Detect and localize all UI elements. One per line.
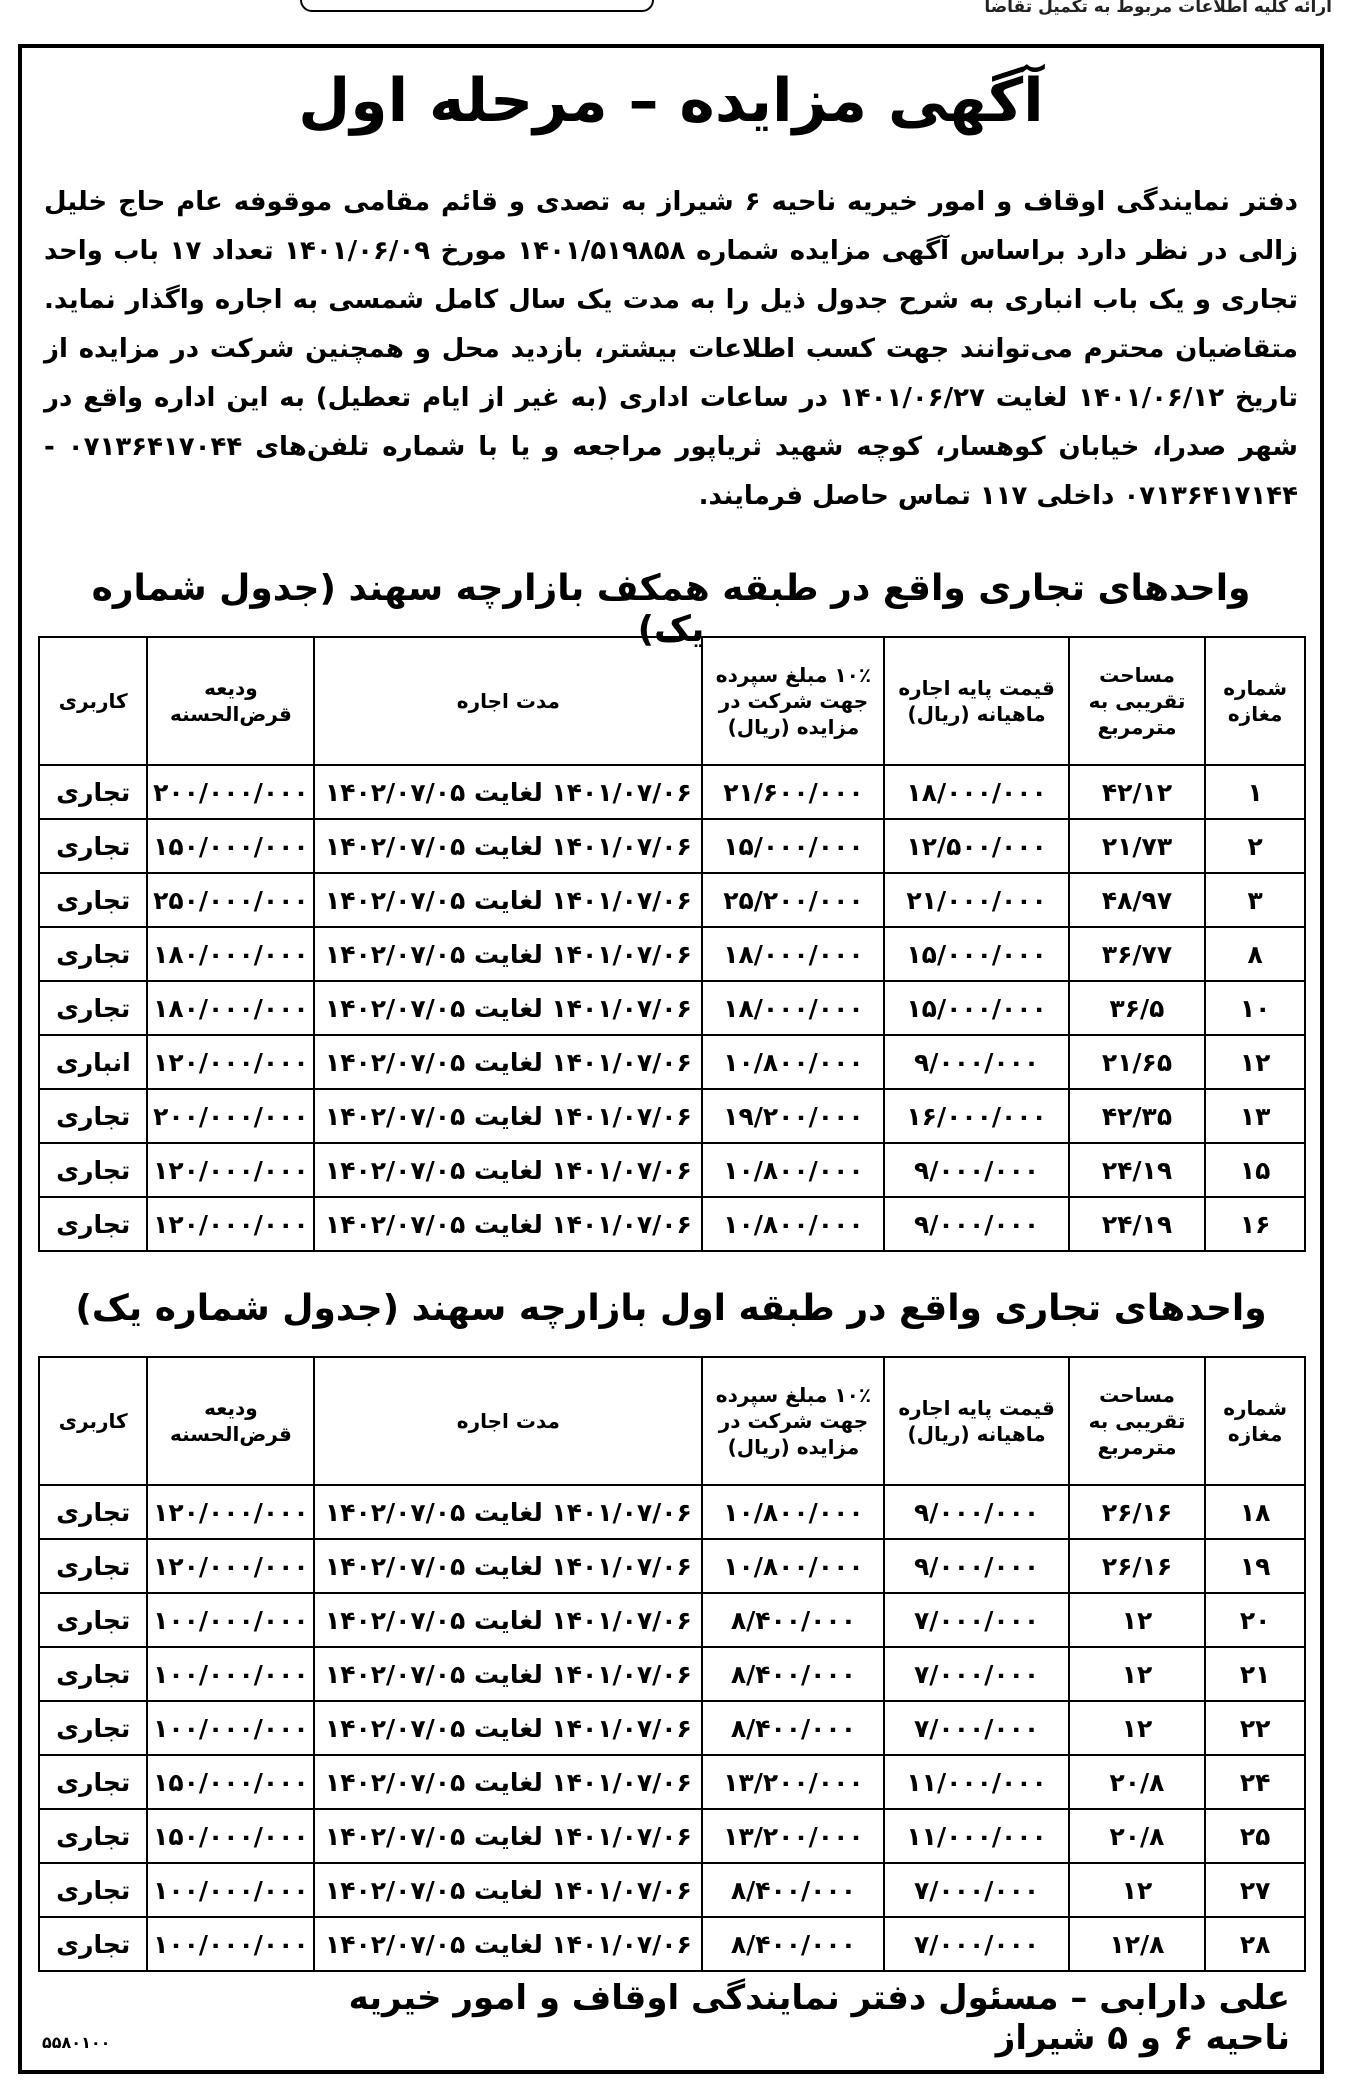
- col-lease-period: مدت اجاره: [314, 637, 702, 765]
- cell-loan-deposit: ۱۸۰/۰۰۰/۰۰۰: [147, 981, 314, 1035]
- cell-usage: تجاری: [39, 1197, 147, 1251]
- cell-shop-no: ۱۲: [1205, 1035, 1305, 1089]
- cell-lease-period: ۱۴۰۱/۰۷/۰۶ لغایت ۱۴۰۲/۰۷/۰۵: [314, 1917, 702, 1971]
- cell-loan-deposit: ۱۲۰/۰۰۰/۰۰۰: [147, 1143, 314, 1197]
- cell-deposit: ۸/۴۰۰/۰۰۰: [702, 1917, 884, 1971]
- cell-usage: تجاری: [39, 1917, 147, 1971]
- cell-usage: تجاری: [39, 1539, 147, 1593]
- col-shop-no: شماره مغازه: [1205, 637, 1305, 765]
- table-row: [39, 1917, 1305, 1971]
- cell-usage: تجاری: [39, 1809, 147, 1863]
- cell-deposit: ۱۵/۰۰۰/۰۰۰: [702, 819, 884, 873]
- cell-loan-deposit: ۲۵۰/۰۰۰/۰۰۰: [147, 873, 314, 927]
- cell-area: ۱۲/۸: [1069, 1917, 1206, 1971]
- cell-base-rent: ۱۲/۵۰۰/۰۰۰: [884, 819, 1068, 873]
- cell-deposit: ۱۰/۸۰۰/۰۰۰: [702, 1539, 884, 1593]
- cell-usage: تجاری: [39, 1089, 147, 1143]
- cell-deposit: ۱۰/۸۰۰/۰۰۰: [702, 1485, 884, 1539]
- cell-area: ۱۲: [1069, 1863, 1206, 1917]
- cell-loan-deposit: ۲۰۰/۰۰۰/۰۰۰: [147, 1089, 314, 1143]
- cell-area: ۲۰/۸: [1069, 1809, 1206, 1863]
- table-row: [39, 1035, 1305, 1089]
- cell-base-rent: ۹/۰۰۰/۰۰۰: [884, 1485, 1068, 1539]
- col-lease-period: مدت اجاره: [314, 1357, 702, 1485]
- cell-deposit: ۲۵/۲۰۰/۰۰۰: [702, 873, 884, 927]
- cell-usage: تجاری: [39, 1593, 147, 1647]
- notice-frame: [18, 44, 1324, 2074]
- top-pill-shape: [300, 0, 654, 12]
- col-base-rent: قیمت پایه اجاره ماهیانه (ریال): [884, 637, 1068, 765]
- cell-loan-deposit: ۱۰۰/۰۰۰/۰۰۰: [147, 1647, 314, 1701]
- cell-lease-period: ۱۴۰۱/۰۷/۰۶ لغایت ۱۴۰۲/۰۷/۰۵: [314, 1809, 702, 1863]
- cell-loan-deposit: ۱۰۰/۰۰۰/۰۰۰: [147, 1701, 314, 1755]
- cell-base-rent: ۱۸/۰۰۰/۰۰۰: [884, 765, 1068, 819]
- col-area: مساحت تقریبی به مترمربع: [1069, 637, 1206, 765]
- cell-shop-no: ۱۸: [1205, 1485, 1305, 1539]
- cell-base-rent: ۲۱/۰۰۰/۰۰۰: [884, 873, 1068, 927]
- cell-lease-period: ۱۴۰۱/۰۷/۰۶ لغایت ۱۴۰۲/۰۷/۰۵: [314, 873, 702, 927]
- table-row: [39, 981, 1305, 1035]
- col-deposit: ۱۰٪ مبلغ سپرده جهت شرکت در مزایده (ریال): [702, 1357, 884, 1485]
- cell-base-rent: ۹/۰۰۰/۰۰۰: [884, 1539, 1068, 1593]
- table1-body: [39, 765, 1305, 1251]
- cell-lease-period: ۱۴۰۱/۰۷/۰۶ لغایت ۱۴۰۲/۰۷/۰۵: [314, 819, 702, 873]
- cell-shop-no: ۲۴: [1205, 1755, 1305, 1809]
- cell-area: ۴۲/۱۲: [1069, 765, 1206, 819]
- col-deposit: ۱۰٪ مبلغ سپرده جهت شرکت در مزایده (ریال): [702, 637, 884, 765]
- table-row: [39, 1863, 1305, 1917]
- cell-usage: تجاری: [39, 873, 147, 927]
- cell-lease-period: ۱۴۰۱/۰۷/۰۶ لغایت ۱۴۰۲/۰۷/۰۵: [314, 1539, 702, 1593]
- cell-shop-no: ۱۳: [1205, 1089, 1305, 1143]
- cell-usage: تجاری: [39, 819, 147, 873]
- table2-body: [39, 1485, 1305, 1971]
- cell-shop-no: ۲۷: [1205, 1863, 1305, 1917]
- cell-loan-deposit: ۱۵۰/۰۰۰/۰۰۰: [147, 819, 314, 873]
- top-strip-text: ارائه کلیه اطلاعات مربوط به تکمیل تقاضا: [984, 0, 1332, 17]
- cell-base-rent: ۷/۰۰۰/۰۰۰: [884, 1917, 1068, 1971]
- table-row: [39, 1197, 1305, 1251]
- cell-loan-deposit: ۱۸۰/۰۰۰/۰۰۰: [147, 927, 314, 981]
- cell-base-rent: ۱۵/۰۰۰/۰۰۰: [884, 981, 1068, 1035]
- table2-heading: واحدهای تجاری واقع در طبقه اول بازارچه سهند (جدول شماره یک): [75, 1288, 1267, 1329]
- cell-usage: تجاری: [39, 1755, 147, 1809]
- cell-deposit: ۱۹/۲۰۰/۰۰۰: [702, 1089, 884, 1143]
- cell-lease-period: ۱۴۰۱/۰۷/۰۶ لغایت ۱۴۰۲/۰۷/۰۵: [314, 1035, 702, 1089]
- ad-code: ۵۵۸۰۱۰۰: [42, 2033, 111, 2052]
- notice-body: دفتر نمایندگی اوقاف و امور خیریه ناحیه ۶ شیراز به تصدی و قائم مقامی موقوفه عام حاج خلیل زالی در نظر دارد براساس آگهی مزایده شماره ۱۴۰۱/۵۱۹۸۵۸ مورخ ۱۴۰۱/۰۶/۰۹ تعداد ۱۷ باب واحد تجاری و یک باب انباری به شرح جدول ذیل را به مدت یک سال کامل شمسی به اجاره واگذار نماید. متقاضیان محترم می‌توانند جهت کسب اطلاعات بیشتر، بازدید محل و همچنین شرکت در مزایده از تاریخ ۱۴۰۱/۰۶/۱۲ لغایت ۱۴۰۱/۰۶/۲۷ در ساعات اداری (به غیر از ایام تعطیل) به این اداره واقع در شهر صدرا، خیابان کوهسار، کوچه شهید ثریاپور مراجعه و یا با شماره تلفن‌های ۰۷۱۳۶۴۱۷۰۴۴ - ۰۷۱۳۶۴۱۷۱۴۴ داخلی ۱۱۷ تماس حاصل فرمایند.: [44, 187, 1299, 511]
- cell-base-rent: ۹/۰۰۰/۰۰۰: [884, 1143, 1068, 1197]
- cell-deposit: ۱۸/۰۰۰/۰۰۰: [702, 981, 884, 1035]
- cell-area: ۲۶/۱۶: [1069, 1485, 1206, 1539]
- signature: علی دارابی – مسئول دفتر نمایندگی اوقاف و امور خیریه ناحیه ۶ و ۵ شیراز: [348, 1978, 1290, 2058]
- cell-base-rent: ۹/۰۰۰/۰۰۰: [884, 1197, 1068, 1251]
- table-row: [39, 765, 1305, 819]
- table-row: [39, 1647, 1305, 1701]
- cell-lease-period: ۱۴۰۱/۰۷/۰۶ لغایت ۱۴۰۲/۰۷/۰۵: [314, 1755, 702, 1809]
- cell-lease-period: ۱۴۰۱/۰۷/۰۶ لغایت ۱۴۰۲/۰۷/۰۵: [314, 1089, 702, 1143]
- table-row: [39, 819, 1305, 873]
- cell-deposit: ۱۳/۲۰۰/۰۰۰: [702, 1809, 884, 1863]
- cell-area: ۴۸/۹۷: [1069, 873, 1206, 927]
- cell-loan-deposit: ۱۵۰/۰۰۰/۰۰۰: [147, 1809, 314, 1863]
- table1-heading: واحدهای تجاری واقع در طبقه همکف بازارچه سهند (جدول شماره یک): [91, 568, 1251, 650]
- table-row: [39, 1143, 1305, 1197]
- cell-shop-no: ۱۰: [1205, 981, 1305, 1035]
- cell-area: ۲۶/۱۶: [1069, 1539, 1206, 1593]
- cell-base-rent: ۱۶/۰۰۰/۰۰۰: [884, 1089, 1068, 1143]
- cell-deposit: ۱۸/۰۰۰/۰۰۰: [702, 927, 884, 981]
- cell-usage: انباری: [39, 1035, 147, 1089]
- cell-usage: تجاری: [39, 927, 147, 981]
- cell-area: ۲۱/۶۵: [1069, 1035, 1206, 1089]
- cell-base-rent: ۱۵/۰۰۰/۰۰۰: [884, 927, 1068, 981]
- cell-deposit: ۸/۴۰۰/۰۰۰: [702, 1647, 884, 1701]
- col-usage: کاربری: [39, 637, 147, 765]
- top-strip: [0, 0, 1354, 28]
- cell-lease-period: ۱۴۰۱/۰۷/۰۶ لغایت ۱۴۰۲/۰۷/۰۵: [314, 981, 702, 1035]
- table-header-row: [39, 1357, 1305, 1485]
- col-shop-no: شماره مغازه: [1205, 1357, 1305, 1485]
- cell-loan-deposit: ۱۰۰/۰۰۰/۰۰۰: [147, 1917, 314, 1971]
- cell-area: ۳۶/۷۷: [1069, 927, 1206, 981]
- cell-area: ۱۲: [1069, 1593, 1206, 1647]
- cell-deposit: ۱۰/۸۰۰/۰۰۰: [702, 1035, 884, 1089]
- cell-area: ۴۲/۳۵: [1069, 1089, 1206, 1143]
- cell-shop-no: ۲: [1205, 819, 1305, 873]
- cell-area: ۱۲: [1069, 1647, 1206, 1701]
- table-ground-floor: [38, 636, 1306, 1252]
- table-row: [39, 1089, 1305, 1143]
- table-header-row: [39, 637, 1305, 765]
- table-row: [39, 1485, 1305, 1539]
- col-base-rent: قیمت پایه اجاره ماهیانه (ریال): [884, 1357, 1068, 1485]
- cell-lease-period: ۱۴۰۱/۰۷/۰۶ لغایت ۱۴۰۲/۰۷/۰۵: [314, 927, 702, 981]
- cell-shop-no: ۲۱: [1205, 1647, 1305, 1701]
- cell-base-rent: ۷/۰۰۰/۰۰۰: [884, 1701, 1068, 1755]
- cell-loan-deposit: ۱۰۰/۰۰۰/۰۰۰: [147, 1863, 314, 1917]
- cell-deposit: ۸/۴۰۰/۰۰۰: [702, 1701, 884, 1755]
- cell-loan-deposit: ۱۲۰/۰۰۰/۰۰۰: [147, 1197, 314, 1251]
- col-area: مساحت تقریبی به مترمربع: [1069, 1357, 1206, 1485]
- col-usage: کاربری: [39, 1357, 147, 1485]
- cell-shop-no: ۱۵: [1205, 1143, 1305, 1197]
- cell-deposit: ۸/۴۰۰/۰۰۰: [702, 1863, 884, 1917]
- cell-usage: تجاری: [39, 765, 147, 819]
- col-loan-deposit: ودیعه قرض‌الحسنه: [147, 637, 314, 765]
- cell-deposit: ۲۱/۶۰۰/۰۰۰: [702, 765, 884, 819]
- cell-deposit: ۸/۴۰۰/۰۰۰: [702, 1593, 884, 1647]
- cell-shop-no: ۸: [1205, 927, 1305, 981]
- cell-area: ۳۶/۵: [1069, 981, 1206, 1035]
- cell-loan-deposit: ۱۲۰/۰۰۰/۰۰۰: [147, 1035, 314, 1089]
- cell-usage: تجاری: [39, 1485, 147, 1539]
- cell-lease-period: ۱۴۰۱/۰۷/۰۶ لغایت ۱۴۰۲/۰۷/۰۵: [314, 1647, 702, 1701]
- table-first-floor: [38, 1356, 1306, 1972]
- table-row: [39, 1701, 1305, 1755]
- col-loan-deposit: ودیعه قرض‌الحسنه: [147, 1357, 314, 1485]
- table-row: [39, 1539, 1305, 1593]
- cell-shop-no: ۱۹: [1205, 1539, 1305, 1593]
- cell-loan-deposit: ۱۲۰/۰۰۰/۰۰۰: [147, 1539, 314, 1593]
- table-row: [39, 873, 1305, 927]
- table-row: [39, 1593, 1305, 1647]
- cell-shop-no: ۲۸: [1205, 1917, 1305, 1971]
- cell-loan-deposit: ۱۲۰/۰۰۰/۰۰۰: [147, 1485, 314, 1539]
- cell-lease-period: ۱۴۰۱/۰۷/۰۶ لغایت ۱۴۰۲/۰۷/۰۵: [314, 1593, 702, 1647]
- cell-loan-deposit: ۱۵۰/۰۰۰/۰۰۰: [147, 1755, 314, 1809]
- cell-base-rent: ۱۱/۰۰۰/۰۰۰: [884, 1809, 1068, 1863]
- cell-deposit: ۱۳/۲۰۰/۰۰۰: [702, 1755, 884, 1809]
- cell-area: ۲۱/۷۳: [1069, 819, 1206, 873]
- cell-shop-no: ۲۲: [1205, 1701, 1305, 1755]
- cell-lease-period: ۱۴۰۱/۰۷/۰۶ لغایت ۱۴۰۲/۰۷/۰۵: [314, 1197, 702, 1251]
- cell-base-rent: ۷/۰۰۰/۰۰۰: [884, 1593, 1068, 1647]
- cell-loan-deposit: ۲۰۰/۰۰۰/۰۰۰: [147, 765, 314, 819]
- cell-shop-no: ۲۵: [1205, 1809, 1305, 1863]
- cell-usage: تجاری: [39, 1647, 147, 1701]
- cell-usage: تجاری: [39, 1143, 147, 1197]
- cell-usage: تجاری: [39, 981, 147, 1035]
- cell-area: ۲۰/۸: [1069, 1755, 1206, 1809]
- cell-shop-no: ۲۰: [1205, 1593, 1305, 1647]
- cell-base-rent: ۹/۰۰۰/۰۰۰: [884, 1035, 1068, 1089]
- cell-deposit: ۱۰/۸۰۰/۰۰۰: [702, 1143, 884, 1197]
- cell-area: ۲۴/۱۹: [1069, 1143, 1206, 1197]
- table-row: [39, 1809, 1305, 1863]
- cell-lease-period: ۱۴۰۱/۰۷/۰۶ لغایت ۱۴۰۲/۰۷/۰۵: [314, 1143, 702, 1197]
- cell-lease-period: ۱۴۰۱/۰۷/۰۶ لغایت ۱۴۰۲/۰۷/۰۵: [314, 765, 702, 819]
- cell-usage: تجاری: [39, 1701, 147, 1755]
- cell-lease-period: ۱۴۰۱/۰۷/۰۶ لغایت ۱۴۰۲/۰۷/۰۵: [314, 1485, 702, 1539]
- table-row: [39, 927, 1305, 981]
- cell-base-rent: ۷/۰۰۰/۰۰۰: [884, 1863, 1068, 1917]
- cell-shop-no: ۱: [1205, 765, 1305, 819]
- cell-usage: تجاری: [39, 1863, 147, 1917]
- table-row: [39, 1755, 1305, 1809]
- cell-deposit: ۱۰/۸۰۰/۰۰۰: [702, 1197, 884, 1251]
- cell-shop-no: ۳: [1205, 873, 1305, 927]
- page-title: آگهی مزایده – مرحله اول: [298, 66, 1044, 136]
- cell-loan-deposit: ۱۰۰/۰۰۰/۰۰۰: [147, 1593, 314, 1647]
- cell-area: ۲۴/۱۹: [1069, 1197, 1206, 1251]
- cell-base-rent: ۱۱/۰۰۰/۰۰۰: [884, 1755, 1068, 1809]
- cell-lease-period: ۱۴۰۱/۰۷/۰۶ لغایت ۱۴۰۲/۰۷/۰۵: [314, 1863, 702, 1917]
- cell-shop-no: ۱۶: [1205, 1197, 1305, 1251]
- cell-lease-period: ۱۴۰۱/۰۷/۰۶ لغایت ۱۴۰۲/۰۷/۰۵: [314, 1701, 702, 1755]
- cell-area: ۱۲: [1069, 1701, 1206, 1755]
- cell-base-rent: ۷/۰۰۰/۰۰۰: [884, 1647, 1068, 1701]
